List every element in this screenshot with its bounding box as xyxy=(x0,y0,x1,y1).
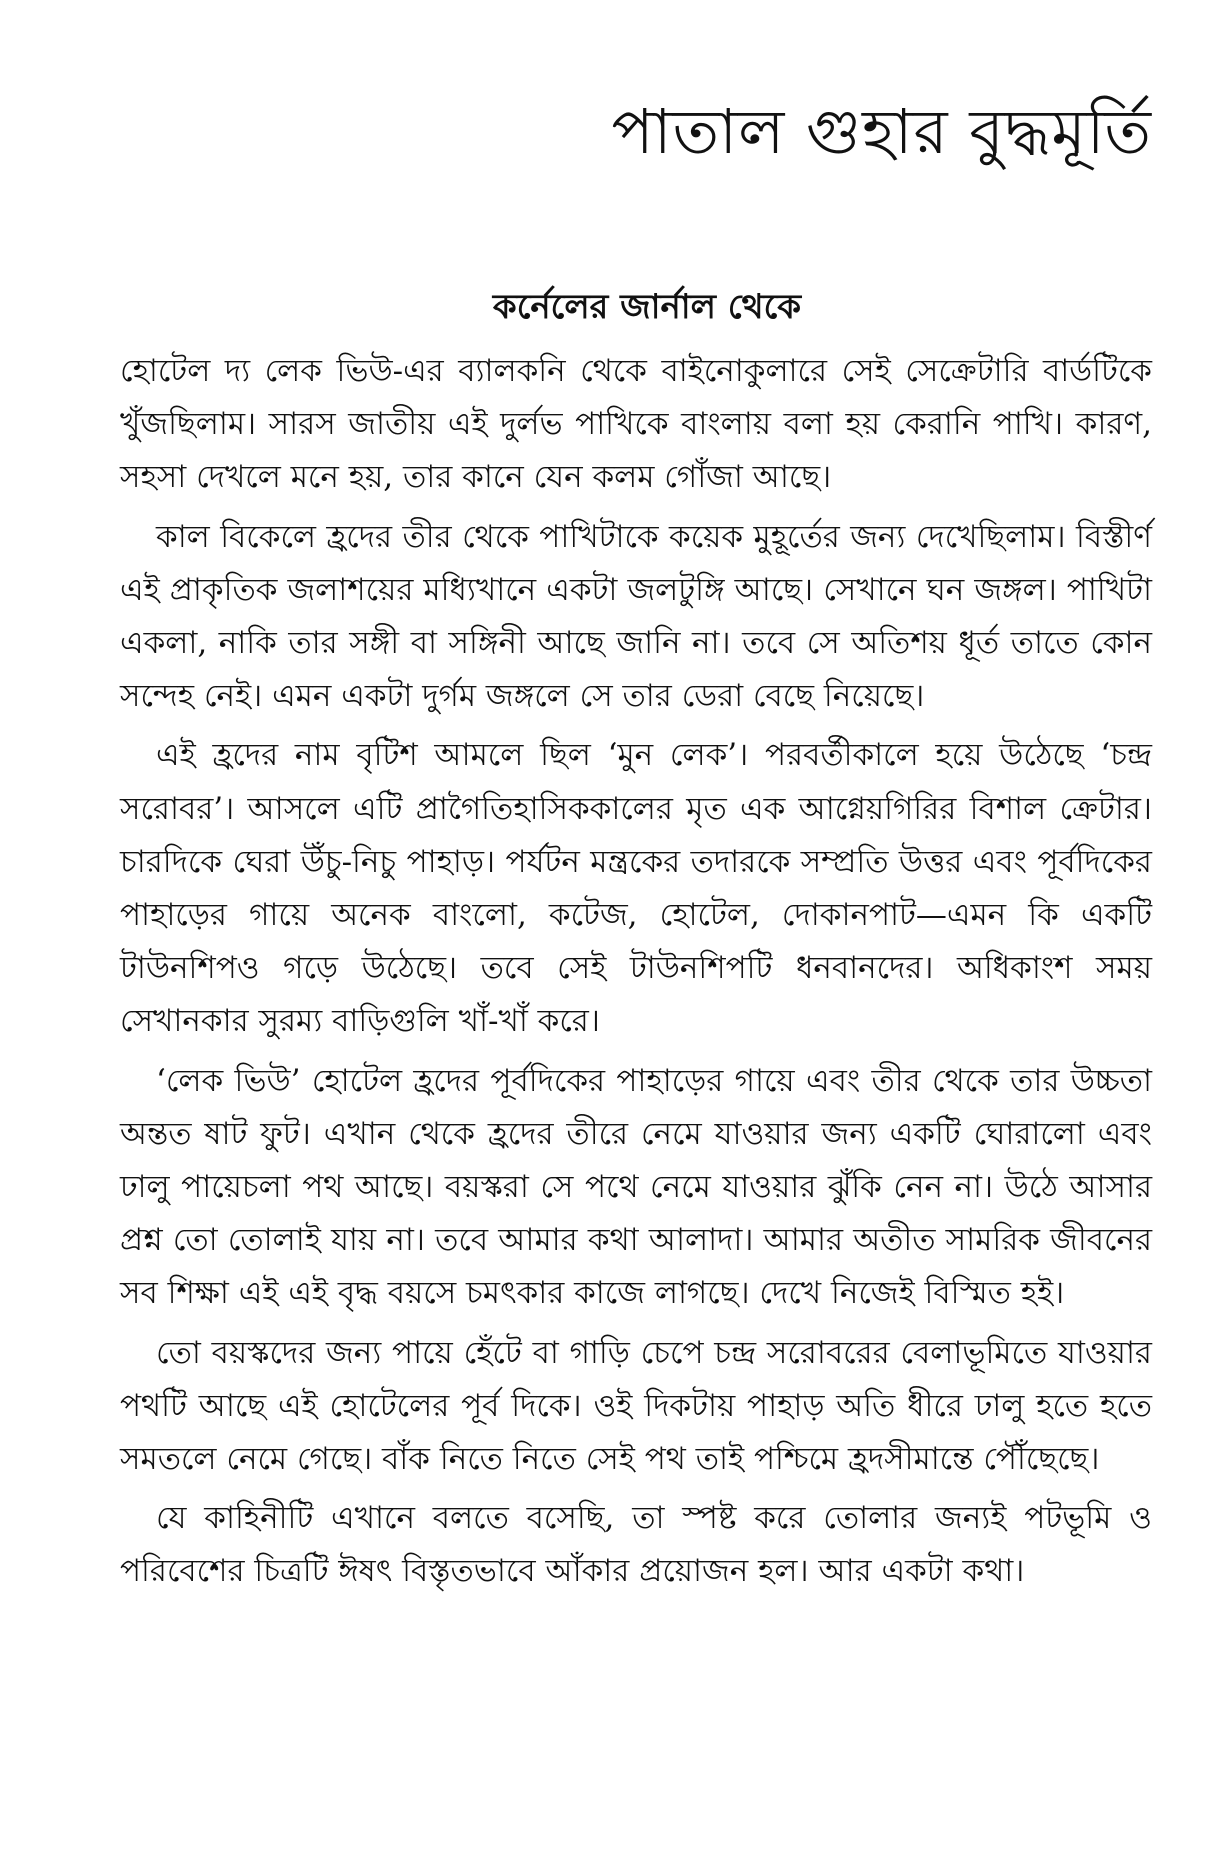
paragraph: এই হ্রদের নাম বৃটিশ আমলে ছিল ‘মুন লেক’। পরবর্তীকালে হয়ে উঠেছে ‘চন্দ্র সরোবর’। আসলে এটি প্রাগৈতিহাসিককালের মৃত এক আগ্নেয়গিরির বিশাল ক্রেটার। চারদিকে ঘেরা উঁচু-নিচু পাহাড়। পর্যটন মন্ত্রকের তদারকে সম্প্রতি উত্তর এবং পূর্বদিকের পাহাড়ের গায়ে অনেক বাংলো, কটেজ, হোটেল, দোকানপাট—এমন কি একটি টাউনশিপও গড়ে উঠেছে। তবে সেই টাউনশিপটি ধনবানদের। অধিকাংশ সময় সেখানকার সুরম্য বাড়িগুলি খাঁ-খাঁ করে। xyxy=(120,737,1152,1040)
body-text xyxy=(120,345,1152,1605)
paragraph: তো বয়স্কদের জন্য পায়ে হেঁটে বা গাড়ি চেপে চন্দ্র সরোবরের বেলাভূমিতে যাওয়ার পথটি আছে এই হোটেলের পূর্ব দিকে। ওই দিকটায় পাহাড় অতি ধীরে ঢালু হতে হতে সমতলে নেমে গেছে। বাঁক নিতে নিতে সেই পথ তাই পশ্চিমে হ্রদসীমান্তে পৌঁছেছে। xyxy=(120,1334,1152,1478)
paragraph: ‘লেক ভিউ’ হোটেল হ্রদের পূর্বদিকের পাহাড়ের গায়ে এবং তীর থেকে তার উচ্চতা অন্তত ষাট ফুট। এখান থেকে হ্রদের তীরে নেমে যাওয়ার জন্য একটি ঘোরালো এবং ঢালু পায়েচলা পথ আছে। বয়স্করা সে পথে নেমে যাওয়ার ঝুঁকি নেন না। উঠে আসার প্রশ্ন তো তোলাই যায় না। তবে আমার কথা আলাদা। আমার অতীত সামরিক জীবনের সব শিক্ষা এই এই বৃদ্ধ বয়সে চমৎকার কাজে লাগছে। দেখে নিজেই বিস্মিত হই। xyxy=(120,1062,1152,1312)
chapter-title: পাতাল গুহার বুদ্ধমূর্তি xyxy=(611,95,1152,168)
paragraph: হোটেল দ্য লেক ভিউ-এর ব্যালকনি থেকে বাইনোকুলারে সেই সেক্রেটারি বার্ডটিকে খুঁজছিলাম। সারস জাতীয় এই দুর্লভ পাখিকে বাংলায় বলা হয় কেরানি পাখি। কারণ, সহসা দেখলে মনে হয়, তার কানে যেন কলম গোঁজা আছে। xyxy=(120,353,1152,496)
paragraph: কাল বিকেলে হ্রদের তীর থেকে পাখিটাকে কয়েক মুহূর্তের জন্য দেখেছিলাম। বিস্তীর্ণ এই প্রাকৃতিক জলাশয়ের মধ্যিখানে একটা জলটুঙ্গি আছে। সেখানে ঘন জঙ্গল। পাখিটা একলা, নাকি তার সঙ্গী বা সঙ্গিনী আছে জানি না। তবে সে অতিশয় ধূর্ত তাতে কোন সন্দেহ নেই। এমন একটা দুর্গম জঙ্গলে সে তার ডেরা বেছে নিয়েছে। xyxy=(120,518,1152,715)
chapter-subtitle: কর্নেলের জার্নাল থেকে xyxy=(492,287,802,327)
paragraph: যে কাহিনীটি এখানে বলতে বসেছি, তা স্পষ্ট করে তোলার জন্যই পটভূমি ও পরিবেশের চিত্রটি ঈষৎ বিস্তৃতভাবে আঁকার প্রয়োজন হল। আর একটা কথা। xyxy=(120,1500,1152,1590)
